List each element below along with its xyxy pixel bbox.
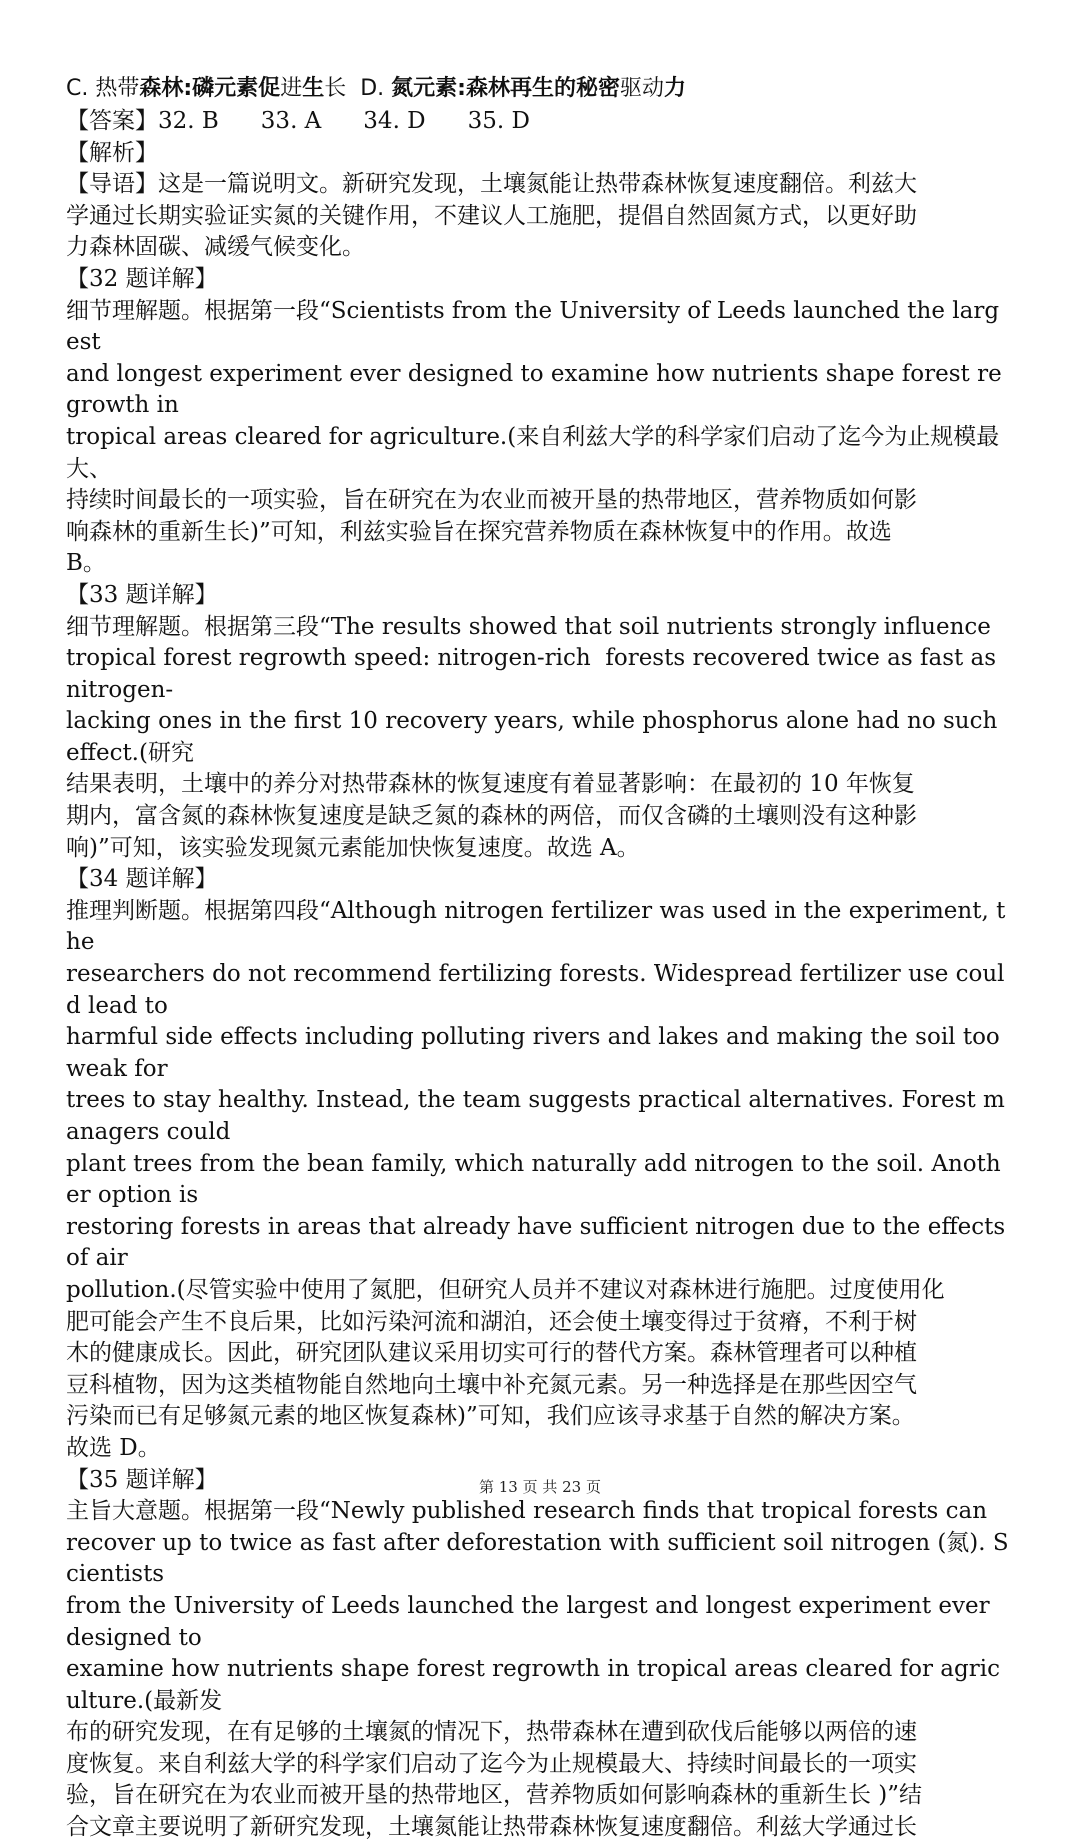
q35-section xyxy=(66,1465,1010,1844)
answer-32: 32. B xyxy=(158,108,219,134)
option-c-text-3: 进 xyxy=(280,76,303,101)
document-page xyxy=(66,72,1013,1844)
q33-line: 细节理解题。根据第三段“The results showed that soil nutrients strongly influence xyxy=(66,613,991,640)
intro-line: 力森林固碳、减缓气候变化。 xyxy=(66,234,365,261)
q35-line: 布的研究发现，在有足够的土壤氮的情况下，热带森林在遭到砍伐后能够以两倍的速 xyxy=(66,1719,917,1746)
q34-line: restoring forests in areas that already have sufficient nitrogen due to the effects of air xyxy=(66,1213,1013,1272)
q34-line: plant trees from the bean family, which naturally add nitrogen to the soil. Another option is xyxy=(66,1150,1001,1209)
q33-line: 结果表明，土壤中的养分对热带森林的恢复速度有着显著影响：在最初的 10 年恢复 xyxy=(66,771,915,798)
q34-line: pollution.(尽管实验中使用了氮肥，但研究人员并不建议对森林进行施肥。过度使用化 xyxy=(66,1276,945,1303)
q32-heading: 【32 题详解】 xyxy=(66,265,218,292)
option-c-text-5: 长 xyxy=(324,76,347,101)
answer-35: 35. D xyxy=(467,108,530,134)
q33-line: lacking ones in the first 10 recovery years, while phosphorus alone had no such effect.(研究 xyxy=(66,708,1005,766)
q33-section xyxy=(66,580,1010,864)
q35-line: examine how nutrients shape forest regrowth in tropical areas cleared for agriculture.(最新发 xyxy=(66,1656,1000,1714)
q35-heading: 【35 题详解】 xyxy=(66,1466,218,1493)
q32-section xyxy=(66,264,1010,580)
q34-line: 故选 D。 xyxy=(66,1434,161,1461)
answers-line xyxy=(66,106,1010,138)
q32-line: B。 xyxy=(66,550,106,577)
q34-line: 肥可能会产生不良后果，比如污染河流和湖泊，还会使土壤变得过于贫瘠，不利于树 xyxy=(66,1308,917,1335)
option-c-text-1: 热带 xyxy=(95,76,140,101)
q35-line: 验，旨在研究在为农业而被开垦的热带地区，营养物质如何影响森林的重新生长 )”结 xyxy=(66,1782,923,1809)
intro-line: 【导语】这是一篇说明文。新研究发现，土壤氮能让热带森林恢复速度翻倍。利兹大 xyxy=(66,171,917,198)
answers-label: 【答案】 xyxy=(66,108,158,134)
q35-line: recover up to twice as fast after deforestation with sufficient soil nitrogen (氮). Scientists xyxy=(66,1529,1009,1588)
option-d-text-1: 氮元素:森林再生的秘密 xyxy=(391,76,620,101)
q32-line: tropical areas cleared for agriculture.(来自利兹大学的科学家们启动了迄今为止规模最大、 xyxy=(66,423,1000,482)
q33-line: tropical forest regrowth speed: nitrogen-rich forests recovered twice as fast as nitrogen- xyxy=(66,645,1004,703)
q32-line: 细节理解题。根据第一段“Scientists from the University of Leeds launched the largest xyxy=(66,297,1000,356)
q35-line: 合文章主要说明了新研究发现，土壤氮能让热带森林恢复速度翻倍。利兹大学通过长 xyxy=(66,1814,917,1841)
q34-line: researchers do not recommend fertilizing forests. Widespread fertilizer use could lead to xyxy=(66,961,1005,1019)
q32-line: and longest experiment ever designed to examine how nutrients shape forest regrowth in xyxy=(66,360,1002,419)
q35-line: 度恢复。来自利兹大学的科学家们启动了迄今为止规模最大、持续时间最长的一项实 xyxy=(66,1750,917,1777)
q34-line: 木的健康成长。因此，研究团队建议采用切实可行的替代方案。森林管理者可以种植 xyxy=(66,1340,917,1367)
intro-line: 学通过长期实验证实氮的关键作用，不建议人工施肥，提倡自然固氮方式，以更好助 xyxy=(66,202,917,229)
options-line xyxy=(66,72,1010,106)
option-c-text-2: 森林:磷元素促 xyxy=(139,76,281,101)
q34-line: 豆科植物，因为这类植物能自然地向土壤中补充氮元素。另一种选择是在那些因空气 xyxy=(66,1371,917,1398)
q35-line: from the University of Leeds launched the largest and longest experiment ever designed to xyxy=(66,1592,997,1651)
q32-line: 持续时间最长的一项实验，旨在研究在为农业而被开垦的热带地区，营养物质如何影 xyxy=(66,487,917,514)
option-c-text-4: 生 xyxy=(302,76,325,101)
page-footer: 第 13 页 共 23 页 xyxy=(478,1478,601,1496)
option-d-text-2: 驱动 xyxy=(619,76,664,101)
option-d-label: D. xyxy=(346,76,392,101)
q34-line: 污染而已有足够氮元素的地区恢复森林)”可知，我们应该寻求基于自然的解决方案。 xyxy=(66,1403,915,1430)
q34-line: 推理判断题。根据第四段“Although nitrogen fertilizer was used in the experiment, the xyxy=(66,897,1006,956)
answer-33: 33. A xyxy=(260,108,322,134)
q33-line: 期内，富含氮的森林恢复速度是缺乏氮的森林的两倍，而仅含磷的土壤则没有这种影 xyxy=(66,803,917,830)
q34-line: trees to stay healthy. Instead, the team suggests practical alternatives. Forest managers could xyxy=(66,1087,1005,1145)
q33-heading: 【33 题详解】 xyxy=(66,581,218,608)
q32-line: 响森林的重新生长)”可知，利兹实验旨在探究营养物质在森林恢复中的作用。故选 xyxy=(66,518,892,545)
option-c-label: C. xyxy=(66,76,96,101)
q34-heading: 【34 题详解】 xyxy=(66,866,218,893)
analysis-label: 【解析】 xyxy=(66,139,158,166)
q35-line: 主旨大意题。根据第一段“Newly published research finds that tropical forests can xyxy=(66,1498,988,1525)
q34-section xyxy=(66,864,1013,1464)
option-d-text-3: 力 xyxy=(663,76,686,101)
q33-line: 响)”可知，该实验发现氮元素能加快恢复速度。故选 A。 xyxy=(66,834,640,861)
intro-section xyxy=(66,169,1010,264)
answer-34: 34. D xyxy=(363,108,426,134)
q34-line: harmful side effects including polluting rivers and lakes and making the soil too weak for xyxy=(66,1024,1008,1082)
